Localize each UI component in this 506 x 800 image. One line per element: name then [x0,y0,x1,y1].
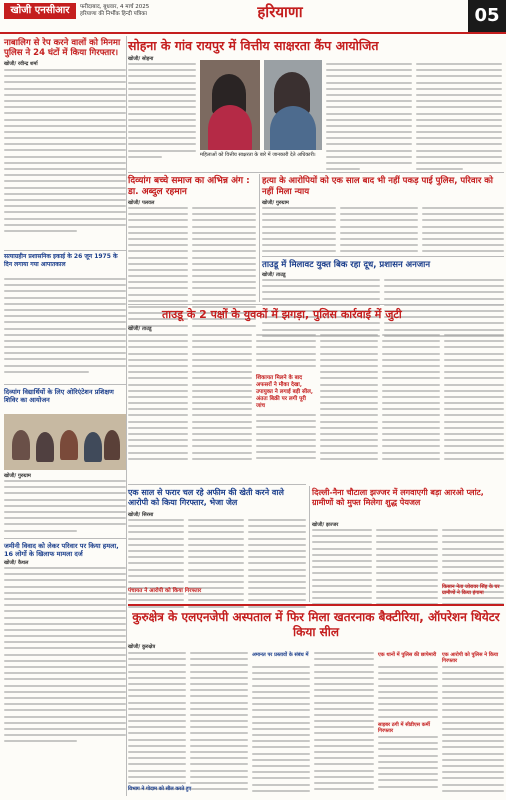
story-4-body-col3 [422,207,504,257]
story-2-photo-2 [264,60,322,150]
story-1-byline: खोजी/ रवीन्द्र शर्मा [4,61,38,67]
story-15-headline: किसान नेता जोरावर सिंह के घर ग्रामीणों ने किया हंगामा [442,584,500,596]
story-20-body [442,666,504,796]
story-14-body-col3 [314,652,374,794]
story-2-headline: सोहना के गांव रायपुर में वित्तीय साक्षरता कैंप आयोजित [128,38,379,53]
story-14-body-col2 [190,652,248,794]
story-10-headline: एक साल से फरार चल रहे अफीम की खेती करने वाले आरोपी को किया गिरफ्तार, भेजा जेल [128,488,284,507]
story-11-body [256,414,316,464]
story-2-caption: महिलाओं को वित्तीय साक्षरता के बारे में जानकारी देते अधिकारी। [200,152,316,158]
story-14-headline: कुरुक्षेत्र के एलएनजेपी अस्पताल में फिर मिला खतरनाक बैक्टीरिया, ऑपरेशन थियेटर किया सील [132,610,500,639]
story-6-body-col2 [192,334,252,464]
story-10-byline: खोजी/ सिरसा [128,512,154,518]
story-1-body [4,69,126,236]
story-3-byline: खोजी/ पलवल [128,200,155,206]
story-9-byline: खोजी/ कैथल [4,560,29,566]
story-7-body [4,278,126,377]
story-6-body-col4 [320,334,378,464]
story-8-photo [4,414,126,470]
story-6-body-col3 [256,334,316,371]
tagline-text: हरियाणा की निर्भीक हिन्दी पत्रिका [80,11,147,17]
story-17-byline: खोजी/ झज्जर [312,522,339,528]
story-2-body-col3 [416,63,502,174]
story-17-body-col1 [312,529,372,609]
story-9-body [4,567,126,746]
story-1-headline: नाबालिग से रेप करने वालों को मिनमा पुलिस ने 24 घंटों में किया गिरफ्तार। [4,38,121,58]
story-14-byline: खोजी/ कुरुक्षेत्र [128,644,156,650]
masthead [0,0,506,34]
story-19-body [378,736,438,792]
story-17-body-col2 [376,529,438,609]
story-9-headline: जमीनी विवाद को लेकर परिवार पर किया हमला, 16 लोगों के खिलाफ मामला दर्ज [4,542,119,558]
story-2-body-col2 [326,63,412,174]
story-11-headline: शिकायत मिलने के बाद अफसरों ने मौका देखा, उपायुक्त ने लगाई बड़ी सील, अंततः बिक्री पर लगी पूरी जांच [256,375,313,409]
story-18-headline: एक थानों में पुलिस की छापेमारी [378,652,437,658]
story-4-body-col1 [262,207,336,257]
story-3-headline: दिव्यांग बच्चे समाज का अभिन्न अंग : डा. अब्दुल रहमान [128,176,250,197]
story-10-body-col1 [128,519,184,612]
story-17-headline: दिल्ली-नैना चौटाला झज्जर में लगवाएगी बड़ा आरओ प्लांट, ग्रामीणों को मुफ्त मिलेगा शुद्ध पेयजल [312,488,484,507]
story-4-headline: हत्या के आरोपियों को एक साल बाद भी नहीं पकड़ पाई पुलिस, परिवार को नहीं मिला न्याय [262,176,493,197]
section-title: हरियाणा [257,3,303,21]
story-18-body [378,666,438,722]
story-16-body [252,666,310,796]
story-2-byline: खोजी/ सोहना [128,56,154,62]
story-10-body-col3 [248,519,306,612]
story-14-body-col1 [128,652,186,794]
story-6-byline: खोजी/ ताउडू [128,326,152,332]
story-4-body-col2 [340,207,418,257]
story-5-headline: ताउडू में मिलावट युक्त बिक रहा दूध, प्रशासन अनजान [262,260,431,270]
story-19-headline: साइबर ठगी में सीडीएस कर्मी गिरफ्तार [378,722,430,734]
story-10-body-col2 [188,519,244,612]
story-17-body-col3 [442,529,504,609]
story-2-body-col1 [128,63,196,162]
story-12-headline: पंचायत ने आरोपी को किया गिरफ्तार [128,588,202,594]
newspaper-logo: खोजी एनसीआर [4,3,76,19]
page-number: 05 [468,0,506,32]
story-8-body [4,480,126,536]
story-16-headline: अमानत पर प्रस्तावों के संबंध में [252,652,309,658]
story-6-body-col6 [444,334,504,464]
story-8-headline: दिव्यांग विद्यार्थियों के लिए ओरिएंटेशन प्रशिक्षण शिविर का आयोजन [4,388,114,404]
story-6-headline: ताउडू के 2 पक्षों के युवकों में झगड़ा, पुलिस कार्रवाई में जुटी [162,308,402,321]
story-8-byline: खोजी/ गुरुग्राम [4,473,31,479]
story-20-headline: एक आरोपी को पुलिस ने किया गिरफ्तार [442,652,499,664]
story-7-headline: सत्याग्रहीन प्रशासनिक इकाई के 26 जून 1975 के दिन लगाया गया आपातकाल [4,253,118,268]
story-4-byline: खोजी/ गुरुग्राम [262,200,289,206]
story-2-photo-1 [200,60,260,150]
story-6-body-col1 [128,334,188,464]
story-5-byline: खोजी/ ताउडू [262,272,286,278]
story-6-body-col5 [382,334,440,464]
story-13-headline: विभाग ने गोदाम को सील करते हुए [128,786,192,792]
date-text: फरीदाबाद, बुधवार, 4 मार्च 2025 [80,4,150,10]
